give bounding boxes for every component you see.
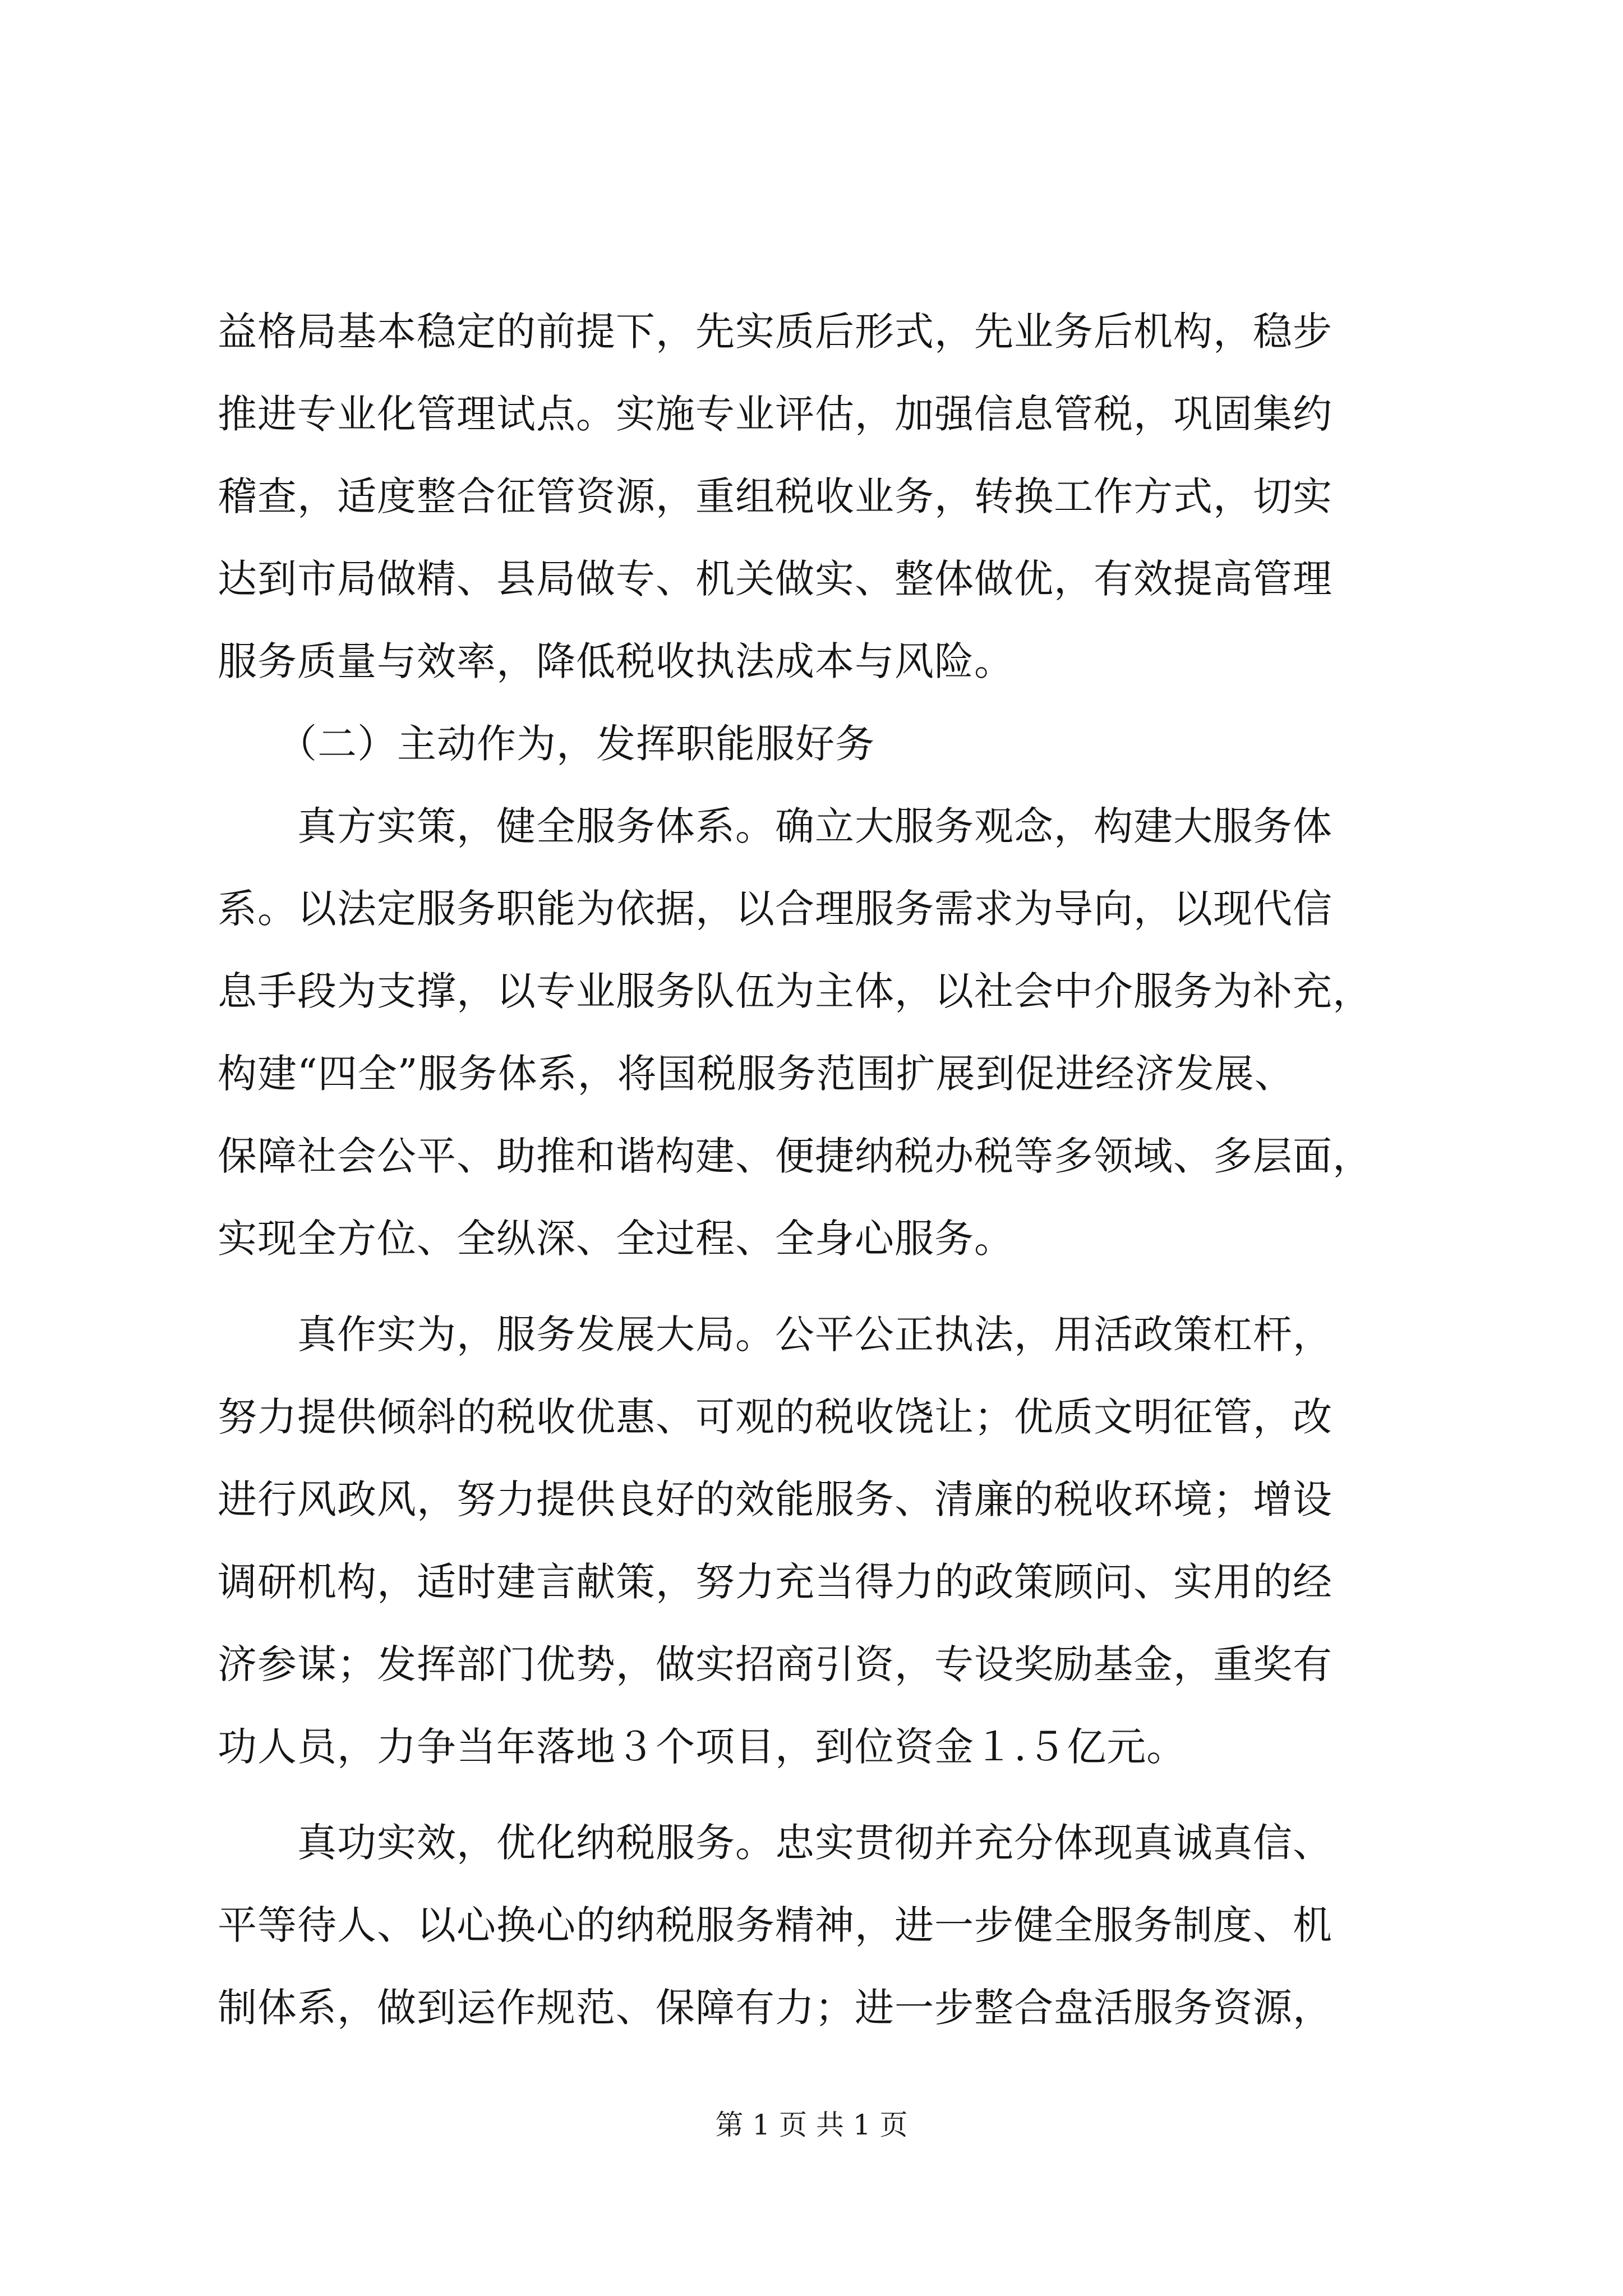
text-line: 稽查，适度整合征管资源，重组税收业务，转换工作方式，切实 xyxy=(218,473,1332,519)
body-text xyxy=(218,291,1412,2049)
paragraph-start-line: 真功实效，优化纳税服务。忠实贯彻并充分体现真诚真信、 xyxy=(218,1820,1332,1866)
text-line: 系。以法定服务职能为依据，以合理服务需求为导向，以现代信 xyxy=(218,886,1332,932)
text-line: 实现全方位、全纵深、全过程、全身心服务。 xyxy=(218,1216,1014,1262)
text-line: 推进专业化管理试点。实施专业评估，加强信息管税，巩固集约 xyxy=(218,391,1332,437)
page-footer: 第 1 页 共 1 页 xyxy=(715,2109,908,2141)
text-line: 达到市局做精、县局做专、机关做实、整体做优，有效提高管理 xyxy=(218,556,1332,602)
text-line: 构建“四全”服务体系，将国税服务范围扩展到促进经济发展、 xyxy=(218,1051,1294,1097)
text-line: 保障社会公平、助推和谐构建、便捷纳税办税等多领域、多层面， xyxy=(218,1133,1372,1179)
text-line: 息手段为支撑，以专业服务队伍为主体，以社会中介服务为补充， xyxy=(218,968,1372,1014)
text-line: 进行风政风，努力提供良好的效能服务、清廉的税收环境；增设 xyxy=(218,1476,1332,1522)
text-line: 调研机构，适时建言献策，努力充当得力的政策顾问、实用的经 xyxy=(218,1559,1332,1605)
text-line: 平等待人、以心换心的纳税服务精神，进一步健全服务制度、机 xyxy=(218,1902,1332,1948)
text-line: 功人员，力争当年落地３个项目，到位资金１.５亿元。 xyxy=(218,1724,1187,1770)
text-line: 努力提供倾斜的税收优惠、可观的税收饶让；优质文明征管，改 xyxy=(218,1394,1332,1440)
text-line: 制体系，做到运作规范、保障有力；进一步整合盘活服务资源， xyxy=(218,1985,1332,2031)
text-line: 济参谋；发挥部门优势，做实招商引资，专设奖励基金，重奖有 xyxy=(218,1641,1332,1687)
section-heading: （二）主动作为，发挥职能服好务 xyxy=(218,721,875,767)
text-line: 益格局基本稳定的前提下，先实质后形式，先业务后机构，稳步 xyxy=(218,309,1332,355)
paragraph-start-line: 真作实为，服务发展大局。公平公正执法，用活政策杠杆， xyxy=(218,1312,1332,1358)
text-line: 服务质量与效率，降低税收执法成本与风险。 xyxy=(218,638,1014,684)
paragraph-start-line: 真方实策，健全服务体系。确立大服务观念，构建大服务体 xyxy=(218,803,1332,849)
